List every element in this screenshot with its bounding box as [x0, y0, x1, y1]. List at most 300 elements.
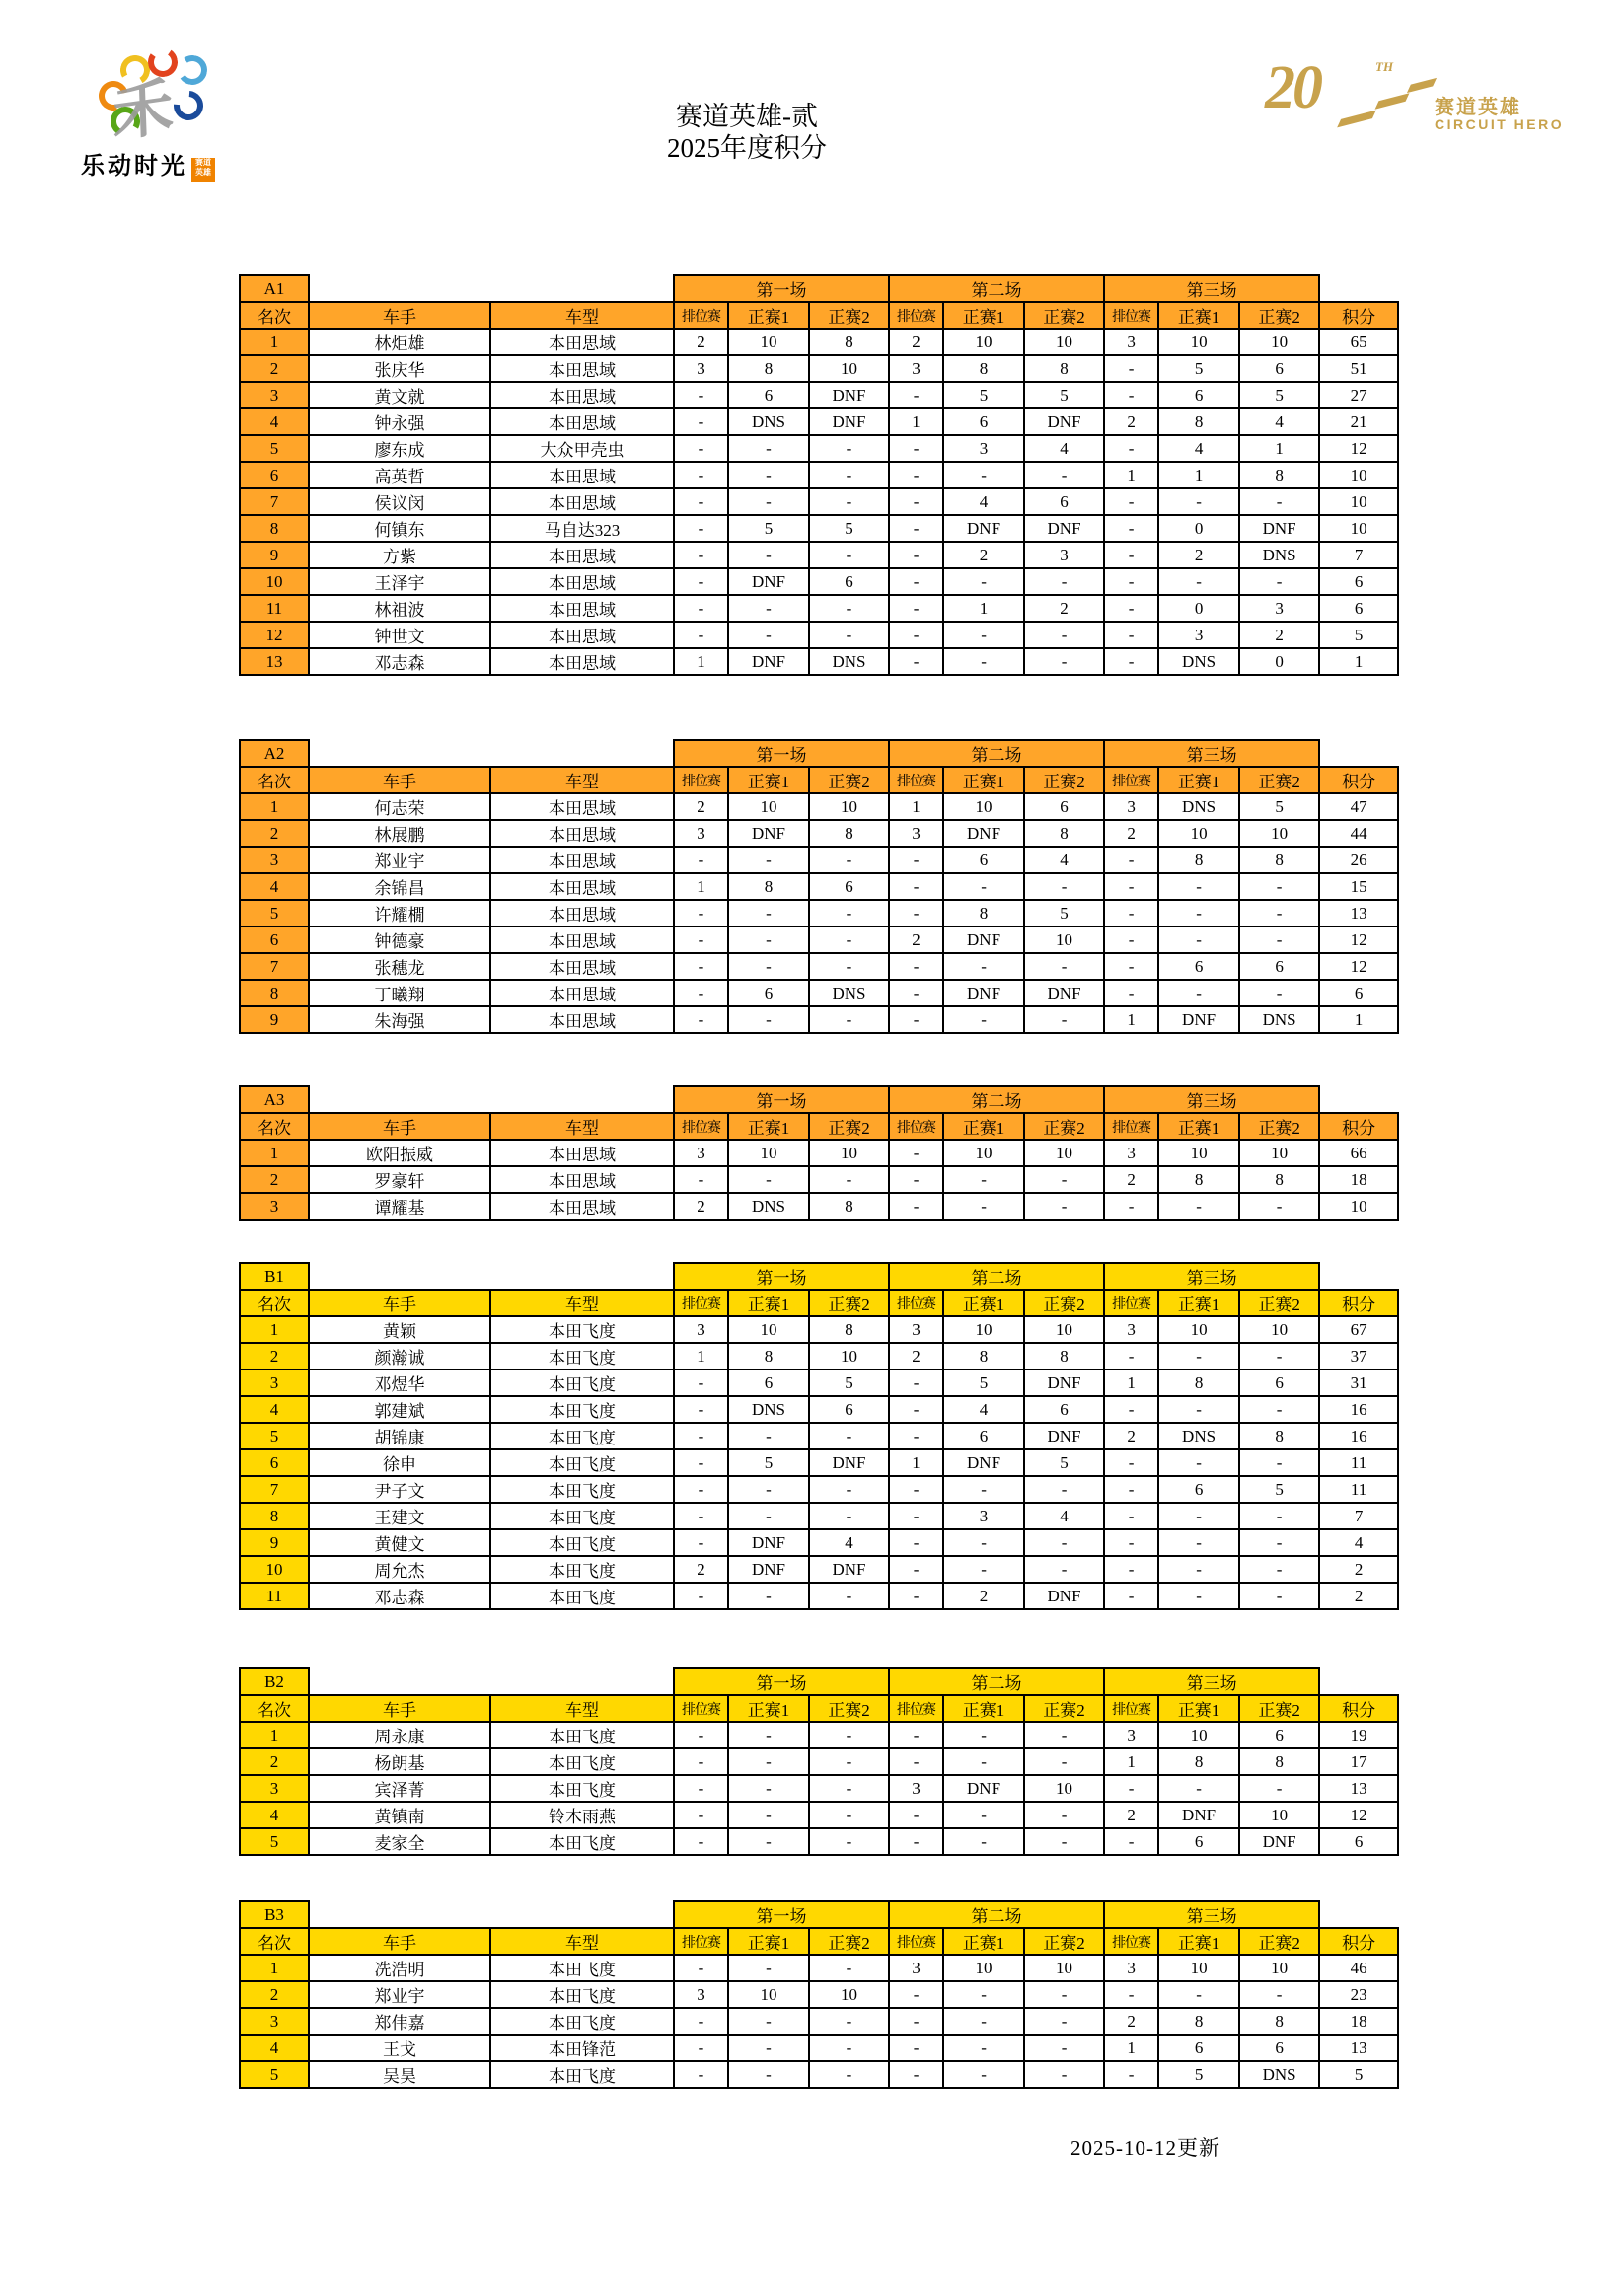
race2-header: 正赛2 [809, 302, 889, 329]
result-cell: DNF [728, 568, 809, 595]
points-cell: 16 [1319, 1423, 1398, 1449]
result-cell: - [728, 900, 809, 926]
result-cell: 6 [1239, 953, 1319, 980]
result-cell: 8 [1239, 1166, 1319, 1193]
result-cell: - [1104, 847, 1158, 873]
result-cell: 5 [728, 1449, 809, 1476]
car-cell: 本田思域 [490, 542, 674, 568]
rank-cell: 13 [240, 648, 309, 675]
result-cell: DNF [809, 408, 889, 435]
result-cell: - [1104, 515, 1158, 542]
result-cell: - [1239, 1503, 1319, 1529]
car-cell: 本田飞度 [490, 1583, 674, 1609]
result-cell: - [1024, 1981, 1104, 2008]
result-cell: - [809, 2008, 889, 2035]
result-cell: 6 [809, 873, 889, 900]
result-cell: 10 [809, 1981, 889, 2008]
result-cell: 5 [728, 515, 809, 542]
result-cell: DNF [1158, 1006, 1239, 1033]
result-cell: 10 [728, 1316, 809, 1343]
logo-cn-text: 赛道英雄 [1435, 97, 1521, 118]
table-row [240, 1006, 1398, 1033]
result-cell: - [674, 2061, 728, 2088]
result-cell: 2 [1239, 622, 1319, 648]
points-header: 积分 [1319, 1695, 1398, 1722]
result-cell: - [1239, 1583, 1319, 1609]
driver-cell: 宾泽菁 [309, 1775, 490, 1802]
table-row [240, 1529, 1398, 1556]
result-cell: - [674, 1396, 728, 1423]
result-cell: - [889, 648, 943, 675]
result-cell: - [809, 542, 889, 568]
result-cell: DNF [809, 1449, 889, 1476]
result-cell: DNS [809, 980, 889, 1006]
result-cell: - [809, 847, 889, 873]
driver-header: 车手 [309, 302, 490, 329]
result-cell: DNF [728, 820, 809, 847]
points-cell: 23 [1319, 1981, 1398, 2008]
qualifying-header: 排位赛 [889, 1928, 943, 1955]
driver-cell: 周允杰 [309, 1556, 490, 1583]
result-cell: 8 [728, 355, 809, 382]
standings-tables [0, 274, 1624, 2089]
result-cell: 10 [809, 355, 889, 382]
driver-cell: 胡锦康 [309, 1423, 490, 1449]
table-row [240, 900, 1398, 926]
result-cell: - [809, 1955, 889, 1981]
race-group-header: 第二场 [889, 1668, 1104, 1695]
result-cell: 2 [1104, 408, 1158, 435]
points-cell: 21 [1319, 408, 1398, 435]
car-cell: 本田思域 [490, 1166, 674, 1193]
result-cell: - [674, 435, 728, 462]
result-cell: 3 [674, 1140, 728, 1166]
car-cell: 本田思域 [490, 873, 674, 900]
result-cell: 1 [674, 1343, 728, 1370]
result-cell: - [1239, 568, 1319, 595]
result-cell: DNS [728, 1193, 809, 1220]
table-row [240, 1775, 1398, 1802]
result-cell: - [728, 847, 809, 873]
result-cell: - [1104, 900, 1158, 926]
car-cell: 本田思域 [490, 1193, 674, 1220]
result-cell: - [943, 1981, 1024, 2008]
points-cell: 47 [1319, 793, 1398, 820]
header-gap [1319, 1263, 1398, 1290]
result-cell: DNF [943, 1775, 1024, 1802]
result-cell: 3 [1104, 1722, 1158, 1748]
result-cell: - [674, 926, 728, 953]
result-cell: - [889, 1476, 943, 1503]
result-cell: - [1104, 435, 1158, 462]
race-group-header: 第一场 [674, 1086, 889, 1113]
table-row [240, 462, 1398, 488]
driver-cell: 郑伟嘉 [309, 2008, 490, 2035]
result-cell: - [1024, 2035, 1104, 2061]
page-title [667, 101, 827, 164]
rank-cell: 10 [240, 1556, 309, 1583]
score-table-b3 [239, 1900, 1399, 2089]
result-cell: 10 [809, 1343, 889, 1370]
result-cell: 1 [1104, 2035, 1158, 2061]
result-cell: - [728, 1955, 809, 1981]
result-cell: 10 [1024, 1316, 1104, 1343]
result-cell: 2 [889, 926, 943, 953]
result-cell: 6 [1158, 2035, 1239, 2061]
result-cell: 10 [1158, 329, 1239, 355]
points-cell: 12 [1319, 435, 1398, 462]
points-cell: 6 [1319, 568, 1398, 595]
result-cell: 3 [1104, 1955, 1158, 1981]
result-cell: DNF [943, 926, 1024, 953]
table-row [240, 408, 1398, 435]
rank-cell: 1 [240, 1955, 309, 1981]
qualifying-header: 排位赛 [889, 1695, 943, 1722]
result-cell: - [674, 1748, 728, 1775]
score-table-b2 [239, 1667, 1399, 1856]
result-cell: 8 [943, 900, 1024, 926]
points-cell: 1 [1319, 1006, 1398, 1033]
race1-header: 正赛1 [1158, 302, 1239, 329]
rank-cell: 3 [240, 382, 309, 408]
result-cell: - [943, 462, 1024, 488]
result-cell: DNF [728, 1556, 809, 1583]
result-cell: 4 [1239, 408, 1319, 435]
result-cell: - [809, 595, 889, 622]
result-cell: 1 [674, 873, 728, 900]
car-cell: 本田思域 [490, 793, 674, 820]
result-cell: - [1158, 1343, 1239, 1370]
result-cell: - [889, 1529, 943, 1556]
table-row [240, 1981, 1398, 2008]
driver-header: 车手 [309, 1113, 490, 1140]
result-cell: 8 [1024, 820, 1104, 847]
result-cell: - [809, 1006, 889, 1033]
result-cell: - [1024, 1802, 1104, 1828]
race1-header: 正赛1 [943, 1695, 1024, 1722]
result-cell: DNS [1239, 1006, 1319, 1033]
race-group-header: 第二场 [889, 1263, 1104, 1290]
result-cell: - [809, 900, 889, 926]
result-cell: DNF [1024, 1423, 1104, 1449]
result-cell: 10 [1024, 1140, 1104, 1166]
points-cell: 31 [1319, 1370, 1398, 1396]
result-cell: 1 [889, 793, 943, 820]
result-cell: - [728, 1828, 809, 1855]
result-cell: - [674, 1722, 728, 1748]
result-cell: 8 [1024, 1343, 1104, 1370]
result-cell: 10 [1239, 1140, 1319, 1166]
rank-cell: 4 [240, 1396, 309, 1423]
driver-cell: 谭耀基 [309, 1193, 490, 1220]
result-cell: 10 [809, 793, 889, 820]
result-cell: - [809, 488, 889, 515]
result-cell: DNS [1239, 2061, 1319, 2088]
result-cell: - [809, 1503, 889, 1529]
race-group-header: 第三场 [1104, 1668, 1319, 1695]
result-cell: - [889, 2061, 943, 2088]
points-cell: 10 [1319, 462, 1398, 488]
driver-cell: 张穗龙 [309, 953, 490, 980]
table-row [240, 1423, 1398, 1449]
result-cell: - [728, 2008, 809, 2035]
race-group-header: 第二场 [889, 740, 1104, 767]
result-cell: - [889, 622, 943, 648]
rank-header: 名次 [240, 767, 309, 793]
driver-header: 车手 [309, 1290, 490, 1316]
result-cell: - [674, 980, 728, 1006]
driver-header: 车手 [309, 1695, 490, 1722]
result-cell: 6 [1024, 488, 1104, 515]
result-cell: 8 [1158, 1370, 1239, 1396]
table-row [240, 2061, 1398, 2088]
driver-cell: 钟永强 [309, 408, 490, 435]
result-cell: 8 [1239, 462, 1319, 488]
driver-cell: 王戈 [309, 2035, 490, 2061]
result-cell: - [1104, 1476, 1158, 1503]
race1-header: 正赛1 [943, 1290, 1024, 1316]
result-cell: - [943, 873, 1024, 900]
score-table-a2 [239, 739, 1399, 1034]
points-cell: 19 [1319, 1722, 1398, 1748]
driver-cell: 钟德豪 [309, 926, 490, 953]
result-cell: 10 [1158, 1722, 1239, 1748]
result-cell: - [1024, 462, 1104, 488]
rank-cell: 7 [240, 488, 309, 515]
points-cell: 46 [1319, 1955, 1398, 1981]
result-cell: - [728, 462, 809, 488]
result-cell: - [1158, 873, 1239, 900]
race-group-header: 第三场 [1104, 275, 1319, 302]
race1-header: 正赛1 [1158, 1290, 1239, 1316]
result-cell: - [889, 542, 943, 568]
driver-cell: 侯议闵 [309, 488, 490, 515]
result-cell: - [1024, 873, 1104, 900]
result-cell: 5 [943, 382, 1024, 408]
driver-cell: 余锦昌 [309, 873, 490, 900]
result-cell: 6 [809, 568, 889, 595]
result-cell: - [674, 542, 728, 568]
race-group-header: 第一场 [674, 1901, 889, 1928]
driver-cell: 邓煜华 [309, 1370, 490, 1396]
result-cell: - [1158, 1396, 1239, 1423]
rank-cell: 10 [240, 568, 309, 595]
result-cell: - [1024, 1748, 1104, 1775]
result-cell: - [1104, 568, 1158, 595]
race-group-header: 第一场 [674, 740, 889, 767]
points-header: 积分 [1319, 1113, 1398, 1140]
ledong-shiguang-logo [81, 47, 274, 180]
result-cell: - [1158, 1583, 1239, 1609]
logo-en-text: CIRCUIT HERO [1435, 116, 1565, 132]
driver-cell: 麦家全 [309, 1828, 490, 1855]
result-cell: - [674, 595, 728, 622]
result-cell: 1 [674, 648, 728, 675]
result-cell: - [674, 953, 728, 980]
result-cell: 10 [1024, 1775, 1104, 1802]
score-table-a3 [239, 1085, 1399, 1221]
result-cell: 10 [943, 793, 1024, 820]
result-cell: - [1239, 873, 1319, 900]
result-cell: - [943, 953, 1024, 980]
result-cell: - [1158, 1503, 1239, 1529]
table-id-label: A1 [240, 275, 309, 302]
rank-cell: 7 [240, 1476, 309, 1503]
result-cell: 6 [943, 847, 1024, 873]
result-cell: 1 [889, 1449, 943, 1476]
rank-cell: 1 [240, 1316, 309, 1343]
table-id-label: B3 [240, 1901, 309, 1928]
qualifying-header: 排位赛 [1104, 1290, 1158, 1316]
race2-header: 正赛2 [809, 767, 889, 793]
table-row [240, 1166, 1398, 1193]
rank-cell: 3 [240, 1370, 309, 1396]
race2-header: 正赛2 [809, 1113, 889, 1140]
driver-cell: 方紫 [309, 542, 490, 568]
points-cell: 6 [1319, 980, 1398, 1006]
result-cell: 5 [1024, 1449, 1104, 1476]
car-cell: 本田思域 [490, 595, 674, 622]
result-cell: - [728, 1775, 809, 1802]
race1-header: 正赛1 [728, 767, 809, 793]
result-cell: 5 [1158, 2061, 1239, 2088]
result-cell: - [889, 595, 943, 622]
rank-cell: 11 [240, 1583, 309, 1609]
result-cell: - [889, 2035, 943, 2061]
table-row [240, 382, 1398, 408]
result-cell: 4 [809, 1529, 889, 1556]
header-gap [1319, 740, 1398, 767]
result-cell: DNF [1024, 980, 1104, 1006]
result-cell: - [1104, 648, 1158, 675]
result-cell: - [674, 1802, 728, 1828]
result-cell: - [674, 900, 728, 926]
result-cell: - [674, 622, 728, 648]
result-cell: - [889, 980, 943, 1006]
result-cell: - [889, 568, 943, 595]
result-cell: - [889, 2008, 943, 2035]
table-row [240, 1556, 1398, 1583]
driver-cell: 林展鹏 [309, 820, 490, 847]
points-cell: 16 [1319, 1396, 1398, 1423]
result-cell: 6 [1239, 355, 1319, 382]
rank-cell: 2 [240, 820, 309, 847]
result-cell: - [1158, 488, 1239, 515]
rank-cell: 6 [240, 462, 309, 488]
result-cell: - [728, 2061, 809, 2088]
race2-header: 正赛2 [1239, 1928, 1319, 1955]
driver-cell: 欧阳振威 [309, 1140, 490, 1166]
result-cell: - [1024, 622, 1104, 648]
result-cell: DNF [1024, 1583, 1104, 1609]
result-cell: 8 [809, 1316, 889, 1343]
result-cell: - [1104, 1828, 1158, 1855]
rank-cell: 6 [240, 1449, 309, 1476]
result-cell: 6 [1158, 1476, 1239, 1503]
race-group-header: 第一场 [674, 275, 889, 302]
result-cell: 8 [1024, 355, 1104, 382]
result-cell: - [674, 1370, 728, 1396]
race1-header: 正赛1 [1158, 1113, 1239, 1140]
result-cell: - [1024, 1006, 1104, 1033]
result-cell: - [728, 542, 809, 568]
result-cell: - [1239, 926, 1319, 953]
result-cell: - [889, 953, 943, 980]
result-cell: 6 [1239, 1722, 1319, 1748]
result-cell: DNS [809, 648, 889, 675]
result-cell: - [1104, 542, 1158, 568]
qualifying-header: 排位赛 [889, 302, 943, 329]
points-cell: 11 [1319, 1476, 1398, 1503]
car-cell: 本田思域 [490, 568, 674, 595]
road-dash-icon [1375, 93, 1410, 110]
result-cell: 6 [1239, 2035, 1319, 2061]
result-cell: - [1239, 1193, 1319, 1220]
race2-header: 正赛2 [1024, 302, 1104, 329]
result-cell: - [1239, 488, 1319, 515]
result-cell: 8 [1158, 408, 1239, 435]
race2-header: 正赛2 [1024, 1695, 1104, 1722]
result-cell: - [728, 488, 809, 515]
race1-header: 正赛1 [943, 302, 1024, 329]
car-header: 车型 [490, 302, 674, 329]
rank-cell: 4 [240, 2035, 309, 2061]
brand-badge: 赛道 英雄 [191, 158, 215, 182]
result-cell: 6 [1024, 793, 1104, 820]
result-cell: - [728, 926, 809, 953]
result-cell: - [889, 1193, 943, 1220]
result-cell: DNS [1239, 542, 1319, 568]
result-cell: 3 [1239, 595, 1319, 622]
result-cell: - [809, 1722, 889, 1748]
result-cell: - [1239, 900, 1319, 926]
race-group-header: 第一场 [674, 1668, 889, 1695]
result-cell: DNF [943, 980, 1024, 1006]
result-cell: - [1104, 1775, 1158, 1802]
table-row [240, 1955, 1398, 1981]
table-row [240, 355, 1398, 382]
car-cell: 马自达323 [490, 515, 674, 542]
table-id-label: A3 [240, 1086, 309, 1113]
car-cell: 本田飞度 [490, 1370, 674, 1396]
car-cell: 本田飞度 [490, 1556, 674, 1583]
result-cell: - [1024, 1828, 1104, 1855]
qualifying-header: 排位赛 [1104, 1695, 1158, 1722]
header-gap [309, 1901, 674, 1928]
rank-cell: 2 [240, 355, 309, 382]
result-cell: - [1239, 1981, 1319, 2008]
result-cell: - [728, 1476, 809, 1503]
result-cell: - [889, 515, 943, 542]
race-group-header: 第三场 [1104, 740, 1319, 767]
table-row [240, 793, 1398, 820]
car-header: 车型 [490, 1695, 674, 1722]
points-cell: 66 [1319, 1140, 1398, 1166]
points-cell: 12 [1319, 1802, 1398, 1828]
car-cell: 本田飞度 [490, 2008, 674, 2035]
result-cell: - [1158, 980, 1239, 1006]
result-cell: - [943, 2008, 1024, 2035]
result-cell: - [809, 1583, 889, 1609]
result-cell: 10 [728, 793, 809, 820]
points-cell: 11 [1319, 1449, 1398, 1476]
race1-header: 正赛1 [728, 1928, 809, 1955]
result-cell: 10 [1158, 820, 1239, 847]
driver-cell: 林炬雄 [309, 329, 490, 355]
result-cell: - [1104, 1449, 1158, 1476]
result-cell: 10 [1239, 1955, 1319, 1981]
logo-ring-icon [176, 53, 210, 88]
